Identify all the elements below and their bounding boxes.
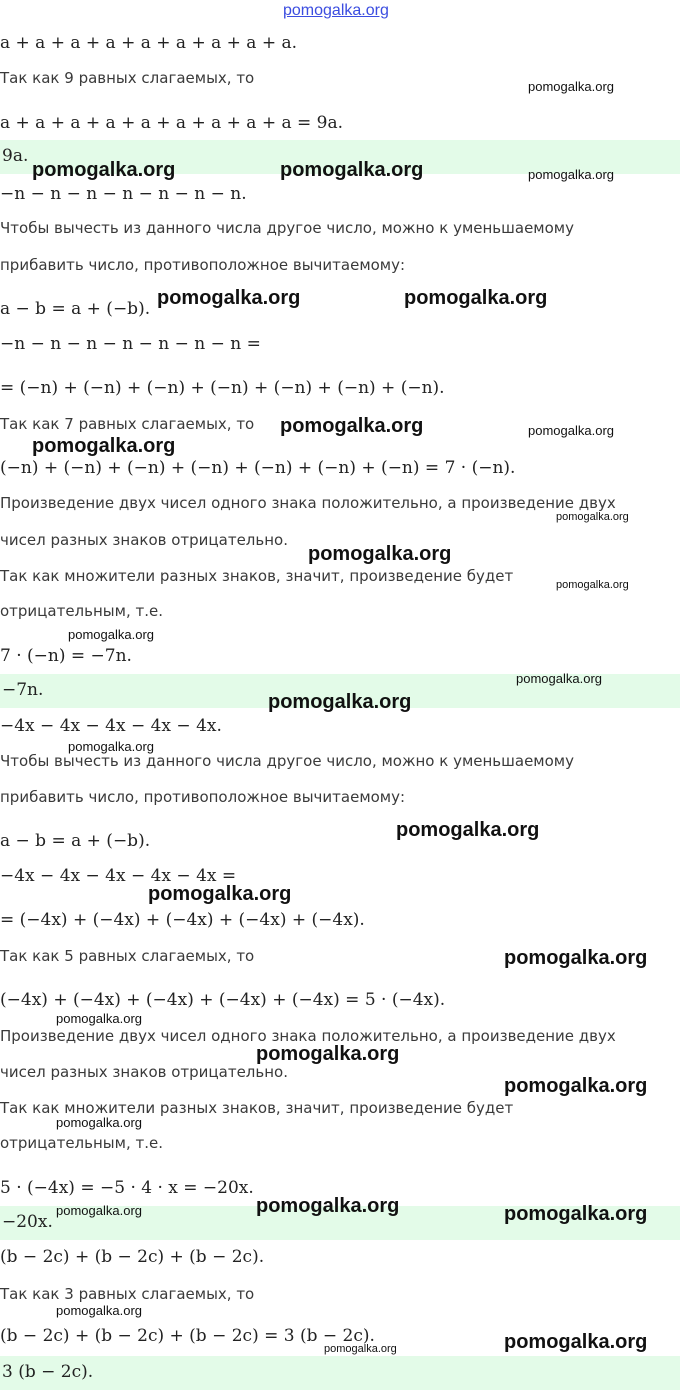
answer-text: −20x.	[2, 1212, 53, 1232]
text-line: чисел разных знаков отрицательно.	[0, 1063, 288, 1081]
watermark-label: pomogalka.org	[556, 511, 629, 523]
watermark-label: pomogalka.org	[324, 1343, 397, 1355]
expression-line: −4x − 4x − 4x − 4x − 4x.	[0, 716, 222, 736]
text-line: Так как 9 равных слагаемых, то	[0, 69, 255, 87]
watermark-label: pomogalka.org	[528, 79, 614, 94]
equation-line: = (−4x) + (−4x) + (−4x) + (−4x) + (−4x).	[0, 910, 365, 930]
watermark-label: pomogalka.org	[504, 947, 648, 969]
watermark-label: pomogalka.org	[56, 1115, 142, 1130]
equation-line: (b − 2c) + (b − 2c) + (b − 2c) = 3 (b − 2c).	[0, 1326, 375, 1346]
text-line: прибавить число, противоположное вычитаемому:	[0, 256, 406, 274]
equation-line: −n − n − n − n − n − n − n =	[0, 334, 261, 354]
watermark-label: pomogalka.org	[56, 1203, 142, 1218]
watermark-label: pomogalka.org	[56, 1303, 142, 1318]
text-line: Так как 5 равных слагаемых, то	[0, 947, 255, 965]
watermark-label: pomogalka.org	[308, 543, 452, 565]
text-line: Произведение двух чисел одного знака положительно, а произведение двух	[0, 494, 616, 512]
watermark-label: pomogalka.org	[148, 883, 292, 905]
watermark-label: pomogalka.org	[404, 287, 548, 309]
watermark-label: pomogalka.org	[516, 671, 602, 686]
text-line: Так как множители разных знаков, значит, произведение будет	[0, 567, 514, 585]
equation-line: −4x − 4x − 4x − 4x − 4x =	[0, 866, 237, 886]
watermark-label: pomogalka.org	[32, 435, 176, 457]
watermark-label: pomogalka.org	[504, 1203, 648, 1225]
text-line: чисел разных знаков отрицательно.	[0, 531, 288, 549]
watermark-label: pomogalka.org	[256, 1043, 400, 1065]
text-line: прибавить число, противоположное вычитаемому:	[0, 788, 406, 806]
answer-highlight	[0, 1356, 680, 1390]
watermark-label: pomogalka.org	[280, 159, 424, 181]
watermark-top[interactable]: pomogalka.org	[283, 2, 389, 19]
watermark-label: pomogalka.org	[396, 819, 540, 841]
watermark-label: pomogalka.org	[68, 739, 154, 754]
text-line: отрицательным, т.е.	[0, 1134, 163, 1152]
watermark-label: pomogalka.org	[556, 579, 629, 591]
expression-line: a + a + a + a + a + a + a + a + a.	[0, 33, 298, 53]
text-line: Так как 3 равных слагаемых, то	[0, 1285, 255, 1303]
text-line: Чтобы вычесть из данного числа другое число, можно к уменьшаемому	[0, 752, 574, 770]
watermark-label: pomogalka.org	[504, 1331, 648, 1353]
watermark-label: pomogalka.org	[32, 159, 176, 181]
watermark-label: pomogalka.org	[157, 287, 301, 309]
expression-line: (b − 2c) + (b − 2c) + (b − 2c).	[0, 1247, 265, 1267]
equation-line: a + a + a + a + a + a + a + a + a = 9a.	[0, 113, 344, 133]
watermark-label: pomogalka.org	[528, 423, 614, 438]
answer-text: 3 (b − 2c).	[2, 1362, 94, 1382]
text-line: Так как 7 равных слагаемых, то	[0, 415, 255, 433]
watermark-label: pomogalka.org	[68, 627, 154, 642]
expression-line: −n − n − n − n − n − n − n.	[0, 184, 247, 204]
watermark-label: pomogalka.org	[268, 691, 412, 713]
text-line: Произведение двух чисел одного знака положительно, а произведение двух	[0, 1027, 616, 1045]
equation-line: 5 · (−4x) = −5 · 4 · x = −20x.	[0, 1178, 254, 1198]
equation-line: (−4x) + (−4x) + (−4x) + (−4x) + (−4x) = 5 · (−4x).	[0, 990, 446, 1010]
rule-line: a − b = a + (−b).	[0, 831, 151, 851]
equation-line: (−n) + (−n) + (−n) + (−n) + (−n) + (−n) + (−n) = 7 · (−n).	[0, 458, 516, 478]
answer-text: 9a.	[2, 146, 29, 166]
watermark-label: pomogalka.org	[280, 415, 424, 437]
watermark-label: pomogalka.org	[528, 167, 614, 182]
watermark-label: pomogalka.org	[56, 1011, 142, 1026]
text-line: Так как множители разных знаков, значит, произведение будет	[0, 1099, 514, 1117]
answer-text: −7n.	[2, 680, 44, 700]
watermark-label: pomogalka.org	[256, 1195, 400, 1217]
equation-line: = (−n) + (−n) + (−n) + (−n) + (−n) + (−n) + (−n).	[0, 378, 445, 398]
text-line: отрицательным, т.е.	[0, 602, 163, 620]
text-line: Чтобы вычесть из данного числа другое число, можно к уменьшаемому	[0, 219, 574, 237]
equation-line: 7 · (−n) = −7n.	[0, 646, 132, 666]
watermark-label: pomogalka.org	[504, 1075, 648, 1097]
rule-line: a − b = a + (−b).	[0, 299, 151, 319]
